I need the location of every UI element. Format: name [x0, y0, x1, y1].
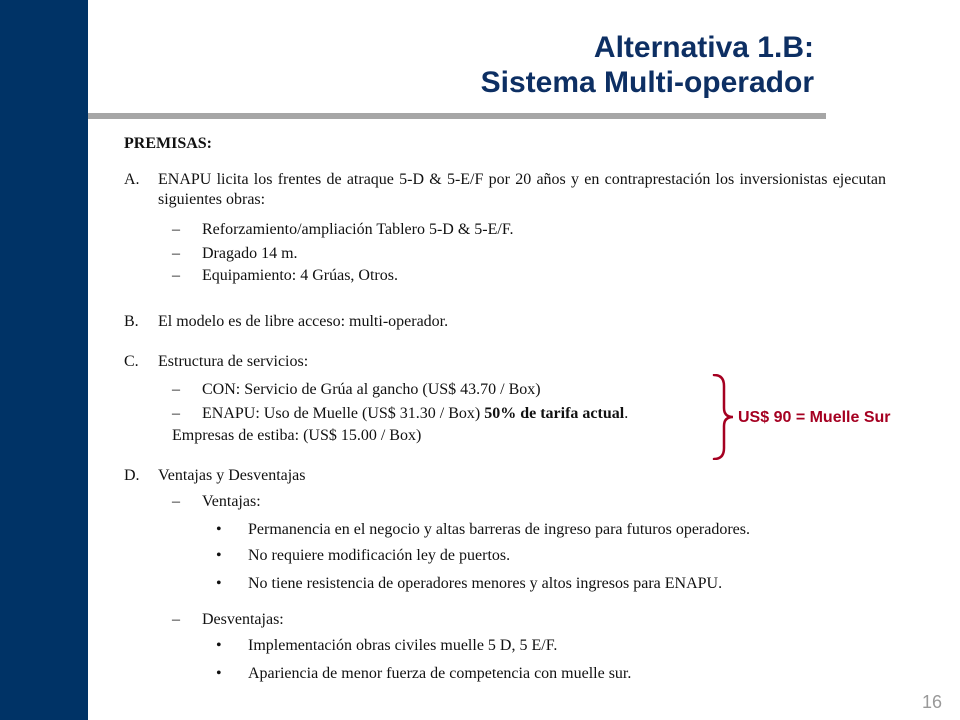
section-d-text: Ventajas y Desventajas [158, 467, 306, 484]
desventajas-label: Desventajas: [202, 611, 284, 628]
ventajas-heading [172, 492, 261, 512]
title-line-1: Alternativa 1.B: [593, 31, 814, 64]
dash-marker: – [172, 381, 180, 398]
section-a-subitem [172, 220, 513, 240]
ventaja-text: Permanencia en el negocio y altas barreras de ingreso para futuros operadores. [248, 521, 751, 538]
section-d [124, 466, 306, 486]
bullet-marker: • [216, 547, 222, 564]
dash-marker: – [172, 405, 180, 422]
ventaja-item [216, 546, 510, 566]
ventaja-text: No requiere modificación ley de puertos. [248, 547, 511, 564]
section-c-item-3-text: Empresas de estiba: (US$ 15.00 / Box) [172, 427, 422, 444]
section-c-item [172, 380, 541, 400]
slide-title [481, 30, 814, 100]
title-underline-rule [88, 113, 826, 119]
dash-marker: – [172, 221, 180, 238]
ventaja-text: No tiene resistencia de operadores menores y altos ingresos para ENAPU. [248, 575, 723, 592]
section-c [124, 352, 308, 372]
section-a-subitem-text: Dragado 14 m. [202, 245, 298, 262]
section-a-text: ENAPU licita los frentes de atraque 5-D & 5-E/F por 20 años y en contraprestación los inversionistas ejecutan siguientes obras: [158, 171, 886, 208]
desventaja-item [216, 636, 557, 656]
bullet-marker: • [216, 637, 222, 654]
dash-marker: – [172, 493, 180, 510]
bullet-marker: • [216, 521, 222, 538]
section-c-letter: C. [124, 353, 139, 370]
ventaja-item [216, 574, 722, 594]
section-c-item [172, 404, 628, 424]
page-number: 16 [921, 692, 942, 712]
bullet-marker: • [216, 575, 222, 592]
title-line-2: Sistema Multi-operador [480, 66, 814, 99]
ventajas-label: Ventajas: [202, 493, 261, 510]
section-b-letter: B. [124, 313, 139, 330]
dash-marker: – [172, 611, 180, 628]
section-c-text: Estructura de servicios: [158, 353, 309, 370]
section-c-item-1-text: CON: Servicio de Grúa al gancho (US$ 43.70 / Box) [202, 381, 541, 398]
section-c-item-2-text: ENAPU: Uso de Muelle (US$ 31.30 / Box) [202, 405, 485, 422]
section-c-item-2-end: . [624, 405, 629, 422]
dash-marker: – [172, 245, 180, 262]
total-callout: US$ 90 = Muelle Sur [738, 409, 891, 426]
desventaja-text: Apariencia de menor fuerza de competencia con muelle sur. [248, 665, 632, 682]
desventajas-heading [172, 610, 284, 630]
section-a-subitem-text: Equipamiento: 4 Grúas, Otros. [202, 267, 398, 284]
section-c-item-2-bold: 50% de tarifa actual [484, 405, 625, 422]
ventaja-item [216, 520, 750, 540]
section-b [124, 312, 448, 332]
section-b-text: El modelo es de libre acceso: multi-operador. [158, 313, 449, 330]
premisas-heading: PREMISAS: [124, 135, 213, 152]
section-a-letter: A. [124, 171, 140, 188]
right-brace-icon [712, 374, 736, 460]
section-a-subitem [172, 266, 398, 286]
desventaja-item [216, 664, 631, 684]
dash-marker: – [172, 267, 180, 284]
section-a-subitem-text: Reforzamiento/ampliación Tablero 5-D & 5-E/F. [202, 221, 514, 238]
section-a-subitem [172, 244, 298, 264]
desventaja-text: Implementación obras civiles muelle 5 D, 5 E/F. [248, 637, 558, 654]
bullet-marker: • [216, 665, 222, 682]
section-a [124, 170, 886, 210]
left-sidebar-band [0, 0, 88, 720]
section-d-letter: D. [124, 467, 140, 484]
